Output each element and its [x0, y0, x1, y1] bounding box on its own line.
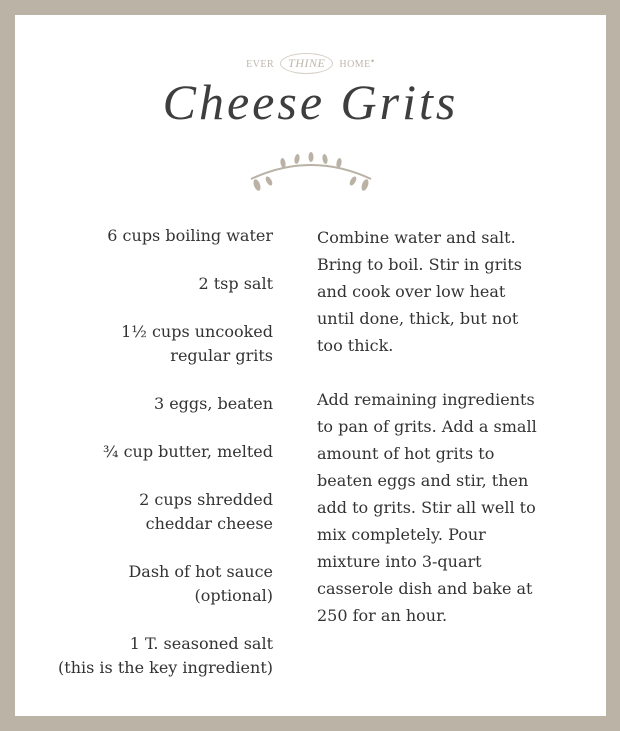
directions-text — [317, 224, 599, 656]
ingredient-line: cheddar cheese — [145, 514, 273, 533]
direction-paragraph — [317, 386, 599, 629]
ingredient-line: Dash of hot sauce — [128, 562, 273, 581]
ingredient-line: 1½ cups uncooked — [121, 322, 273, 341]
ingredient-line: 6 cups boiling water — [107, 226, 273, 245]
ingredient-line: regular grits — [170, 346, 273, 365]
ingredient-line: 3 eggs, beaten — [153, 394, 273, 413]
brand-word-right: HOME — [339, 59, 371, 70]
direction-line: mix completely. Pour — [317, 525, 486, 544]
direction-line: Add remaining ingredients — [317, 390, 535, 409]
direction-line: too thick. — [317, 336, 394, 355]
ingredient-item — [25, 320, 273, 368]
ingredient-line: 1 T. seasoned salt — [129, 634, 273, 653]
direction-line: amount of hot grits to — [317, 444, 495, 463]
recipe-title: Cheese Grits — [162, 74, 459, 130]
ingredient-line: 2 cups shredded — [139, 490, 273, 509]
direction-line: casserole dish and bake at — [317, 579, 533, 598]
direction-line: beaten eggs and stir, then — [317, 471, 529, 490]
ingredient-item — [25, 224, 273, 248]
direction-line: to pan of grits. Add a small — [317, 417, 537, 436]
direction-line: 250 for an hour. — [317, 606, 448, 625]
direction-line: mixture into 3-quart — [317, 552, 482, 571]
direction-line: add to grits. Stir all well to — [317, 498, 536, 517]
direction-line: and cook over low heat — [317, 282, 506, 301]
ingredient-line: ¾ cup butter, melted — [102, 442, 273, 461]
direction-paragraph — [317, 224, 599, 359]
brand-word-left: EVER — [246, 59, 275, 70]
direction-line: Bring to boil. Stir in grits — [317, 255, 522, 274]
direction-line: Combine water and salt. — [317, 228, 516, 247]
vine-ornament-icon — [247, 149, 375, 193]
ingredient-item — [25, 440, 273, 464]
ingredient-item — [25, 272, 273, 296]
ingredient-item — [25, 488, 273, 536]
ingredient-item — [25, 392, 273, 416]
ingredient-line: 2 tsp salt — [198, 274, 273, 293]
direction-line: until done, thick, but not — [317, 309, 519, 328]
ingredient-item — [25, 632, 273, 680]
ingredients-list — [25, 224, 273, 704]
ingredient-line: (optional) — [194, 586, 273, 605]
ingredient-line: (this is the key ingredient) — [58, 658, 273, 677]
ingredient-item — [25, 560, 273, 608]
recipe-card — [15, 15, 606, 716]
brand-logo: EVER THINE HOME● — [15, 53, 606, 74]
brand-word-middle: THINE — [280, 53, 333, 74]
